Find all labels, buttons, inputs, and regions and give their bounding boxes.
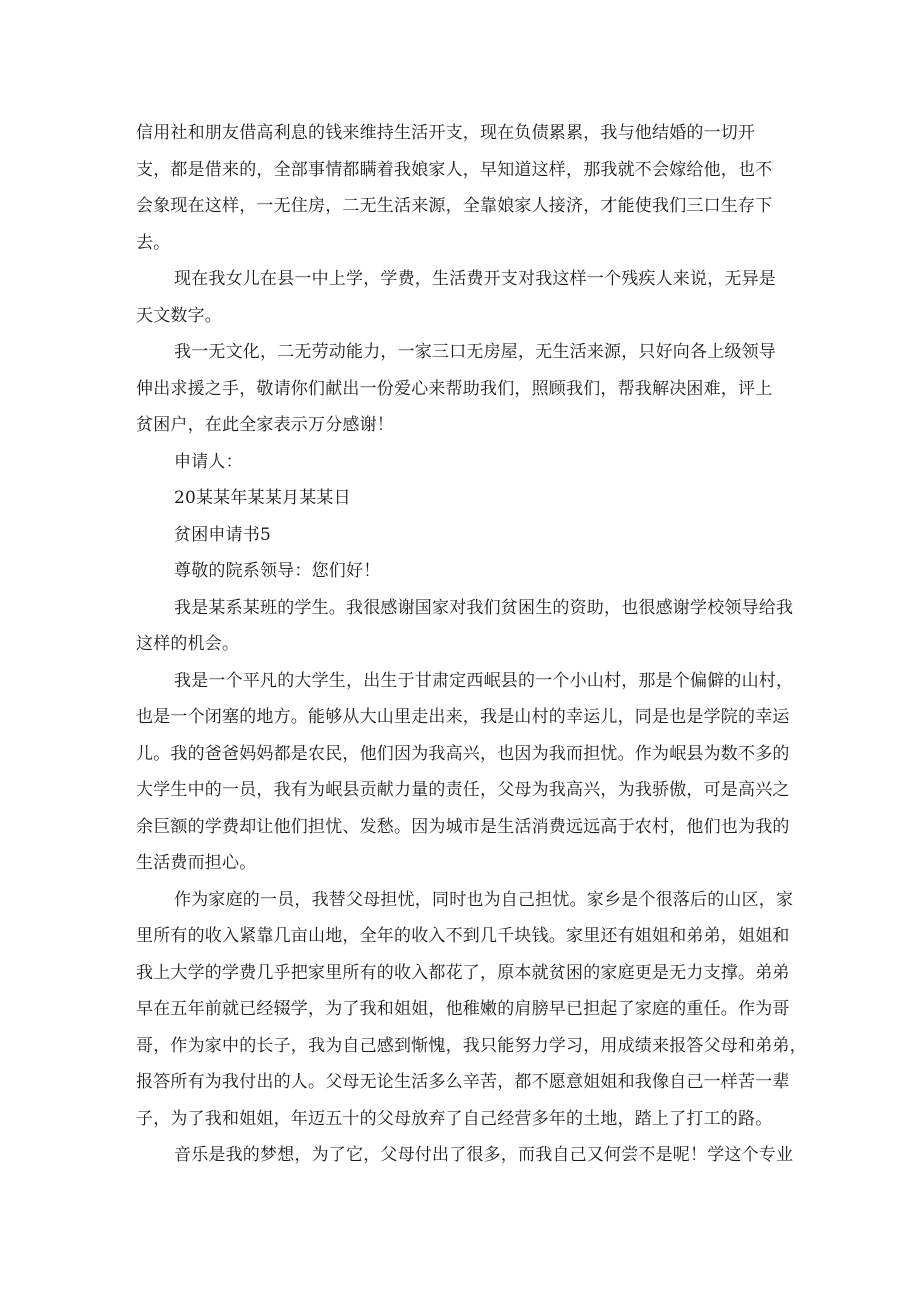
text-line: 会象现在这样，一无住房，二无生活来源，全靠娘家人接济，才能使我们三口生存下 [136,196,773,216]
paragraph-first-line: 音乐是我的梦想，为了它，父母付出了很多，而我自己又何尝不是呢！学这个专业 [174,1145,794,1165]
text-line: 大学生中的一员，我有为岷县贡献力量的责任，父母为我高兴，为我骄傲，可是高兴之 [136,780,790,800]
text-line: 贫困户，在此全家表示万分感谢！ [136,415,394,435]
paragraph-first-line: 现在我女儿在县一中上学，学费，生活费开支对我这样一个残疾人来说，无异是 [174,269,776,289]
text-line: 哥，作为家中的长子，我为自己感到惭愧，我只能努力学习，用成绩来报答父母和弟弟， [136,1036,807,1056]
text-line: 伸出求援之手，敬请你们献出一份爱心来帮助我们，照顾我们，帮我解决困难，评上 [136,379,773,399]
text-line: 天文数字。 [136,306,222,326]
text-line: 生活费而担心。 [136,853,257,873]
applicant-label: 申请人： [174,452,243,472]
text-line: 子，为了我和姐姐，年迈五十的父母放弃了自己经营多年的土地，踏上了打工的路。 [136,1109,773,1129]
paragraph-first-line: 我是一个平凡的大学生，出生于甘肃定西岷县的一个小山村，那是个偏僻的山村， [174,671,794,691]
text-line: 支，都是借来的，全部事情都瞒着我娘家人，早知道这样，那我就不会嫁给他，也不 [136,160,773,180]
text-line: 我上大学的学费几乎把家里所有的收入都花了，原本就贫困的家庭更是无力支撑。弟弟 [136,963,790,983]
paragraph-first-line: 我一无文化，二无劳动能力，一家三口无房屋，无生活来源，只好向各上级领导 [174,342,776,362]
text-line: 信用社和朋友借高利息的钱来维持生活开支，现在负债累累，我与他结婚的一切开 [136,123,756,143]
text-line: 余巨额的学费却让他们担忧、发愁。因为城市是生活消费远远高于农村，他们也为我的 [136,817,790,837]
salutation: 尊敬的院系领导：您们好！ [174,561,381,581]
section-title: 贫困申请书5 [174,525,272,545]
text-line: 这样的机会。 [136,634,240,654]
text-line: 报答所有为我付出的人。父母无论生活多么辛苦，都不愿意姐姐和我像自己一样苦一辈 [136,1072,790,1092]
text-line: 也是一个闭塞的地方。能够从大山里走出来，我是山村的幸运儿，同是也是学院的幸运 [136,707,790,727]
date-line: 20某某年某某月某某日 [174,488,351,508]
paragraph-first-line: 作为家庭的一员，我替父母担忧，同时也为自己担忧。家乡是个很落后的山区，家 [174,890,794,910]
text-line: 里所有的收入紧靠几亩山地，全年的收入不到几千块钱。家里还有姐姐和弟弟，姐姐和 [136,926,790,946]
text-line: 早在五年前就已经辍学，为了我和姐姐，他稚嫩的肩膀早已担起了家庭的重任。作为哥 [136,999,790,1019]
text-line: 儿。我的爸爸妈妈都是农民，他们因为我高兴，也因为我而担忧。作为岷县为数不多的 [136,744,790,764]
paragraph-first-line: 我是某系某班的学生。我很感谢国家对我们贫困生的资助，也很感谢学校领导给我 [174,598,794,618]
text-line: 去。 [136,233,171,253]
